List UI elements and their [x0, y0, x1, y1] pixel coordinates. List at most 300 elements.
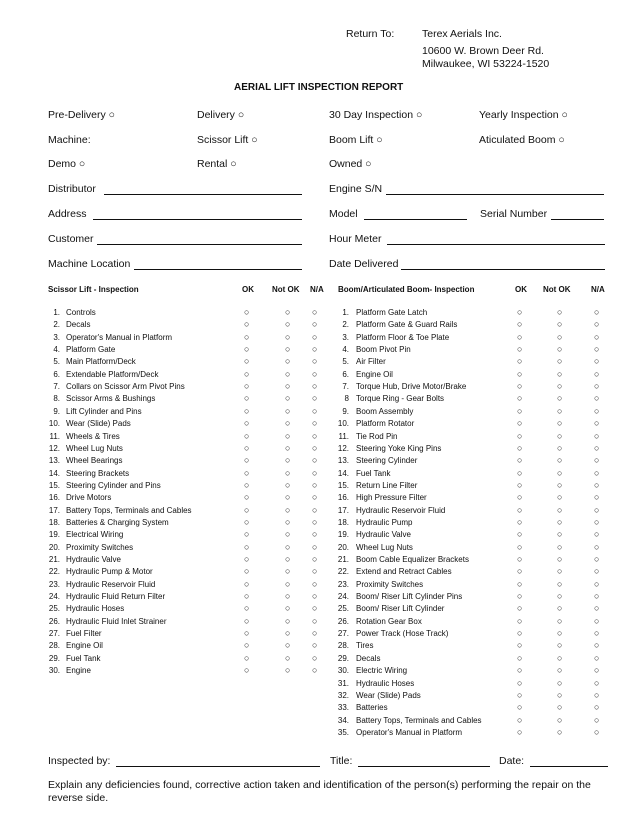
na-radio[interactable]: ○ [594, 603, 600, 614]
item-number: 5. [53, 357, 60, 367]
item-label: Steering Cylinder and Pins [66, 480, 161, 490]
boom-col-na: N/A [591, 285, 605, 294]
not-ok-radio[interactable]: ○ [557, 554, 563, 564]
ok-radio[interactable]: ○ [517, 467, 523, 478]
ok-radio[interactable]: ○ [244, 405, 250, 416]
ok-radio[interactable]: ○ [244, 467, 250, 478]
not-ok-radio[interactable]: ○ [285, 529, 291, 540]
na-radio[interactable]: ○ [594, 393, 600, 404]
not-ok-radio[interactable]: ○ [285, 356, 291, 367]
na-radio[interactable]: ○ [312, 591, 318, 602]
inspected-by-field[interactable] [116, 755, 320, 767]
na-radio[interactable]: ○ [312, 516, 318, 527]
not-ok-radio[interactable]: ○ [285, 628, 291, 639]
ok-radio[interactable]: ○ [517, 714, 523, 725]
item-number: 24. [337, 592, 349, 602]
ok-radio[interactable]: ○ [517, 689, 523, 700]
ok-radio[interactable]: ○ [517, 418, 523, 429]
na-radio[interactable]: ○ [594, 689, 600, 700]
item-number: 31. [337, 678, 349, 688]
not-ok-radio[interactable]: ○ [285, 665, 291, 676]
not-ok-radio[interactable]: ○ [557, 628, 563, 639]
ok-radio[interactable]: ○ [244, 566, 250, 577]
option-rental[interactable]: Rental ○ [197, 158, 237, 170]
not-ok-radio[interactable]: ○ [285, 516, 291, 527]
item-label: Boom Cable Equalizer Brackets [356, 555, 469, 564]
na-radio[interactable]: ○ [594, 381, 600, 392]
na-radio[interactable]: ○ [594, 541, 600, 552]
ok-radio[interactable]: ○ [517, 356, 523, 367]
na-radio[interactable]: ○ [594, 578, 600, 589]
na-radio[interactable]: ○ [594, 702, 600, 713]
na-radio[interactable]: ○ [594, 492, 600, 503]
item-label: Main Platform/Deck [66, 357, 136, 367]
na-radio[interactable]: ○ [594, 430, 600, 441]
na-radio[interactable]: ○ [312, 554, 318, 564]
ok-radio[interactable]: ○ [244, 591, 250, 602]
ok-radio[interactable]: ○ [244, 442, 250, 453]
ok-radio[interactable]: ○ [517, 615, 523, 626]
scissor-section-header: Scissor Lift - Inspection [48, 285, 139, 294]
ok-radio[interactable]: ○ [244, 331, 250, 342]
not-ok-radio[interactable]: ○ [285, 344, 291, 355]
na-radio[interactable]: ○ [594, 455, 600, 466]
ok-radio[interactable]: ○ [244, 516, 250, 527]
boom-col-ok: OK [515, 285, 527, 294]
ok-radio[interactable]: ○ [517, 578, 523, 589]
item-label: Lift Cylinder and Pins [66, 406, 142, 416]
engine-sn-field[interactable] [386, 183, 604, 195]
hour-meter-field[interactable] [387, 233, 605, 245]
ok-radio[interactable]: ○ [517, 430, 523, 441]
option-yearly[interactable]: Yearly Inspection ○ [479, 109, 568, 121]
na-radio[interactable]: ○ [312, 603, 318, 614]
item-label: Battery Tops, Terminals and Cables [66, 505, 192, 515]
ok-radio[interactable]: ○ [517, 479, 523, 490]
item-number: 9. [53, 406, 60, 416]
na-radio[interactable]: ○ [594, 714, 600, 725]
na-radio[interactable]: ○ [312, 307, 318, 317]
not-ok-radio[interactable]: ○ [285, 393, 291, 404]
item-number: 4. [342, 345, 349, 355]
item-number: 4. [53, 345, 60, 355]
item-label: Batteries [356, 703, 388, 713]
item-label: Proximity Switches [66, 542, 134, 552]
ok-radio[interactable]: ○ [244, 455, 250, 466]
not-ok-radio[interactable]: ○ [557, 578, 563, 589]
na-radio[interactable]: ○ [312, 368, 318, 379]
not-ok-radio[interactable]: ○ [285, 640, 291, 651]
item-label: Engine Oil [66, 641, 103, 651]
not-ok-radio[interactable]: ○ [285, 603, 291, 614]
not-ok-radio[interactable]: ○ [285, 467, 291, 478]
na-radio[interactable]: ○ [312, 356, 318, 367]
customer-field[interactable] [97, 233, 302, 245]
not-ok-radio[interactable]: ○ [285, 319, 291, 330]
item-label: Tires [356, 641, 374, 651]
item-label: Wear (Slide) Pads [356, 690, 421, 700]
distributor-label: Distributor [48, 183, 96, 195]
na-radio[interactable]: ○ [312, 319, 318, 330]
ok-radio[interactable]: ○ [517, 344, 523, 355]
item-number: 1. [342, 308, 349, 317]
na-radio[interactable]: ○ [312, 628, 318, 639]
not-ok-radio[interactable]: ○ [285, 430, 291, 441]
ok-radio[interactable]: ○ [517, 702, 523, 713]
ok-radio[interactable]: ○ [517, 652, 523, 663]
model-label: Model [329, 208, 358, 220]
not-ok-radio[interactable]: ○ [285, 479, 291, 490]
not-ok-radio[interactable]: ○ [285, 405, 291, 416]
na-radio[interactable]: ○ [312, 529, 318, 540]
item-label: Platform Gate & Guard Rails [356, 320, 458, 330]
na-radio[interactable]: ○ [594, 356, 600, 367]
ok-radio[interactable]: ○ [517, 319, 523, 330]
ok-radio[interactable]: ○ [244, 344, 250, 355]
not-ok-radio[interactable]: ○ [557, 615, 563, 626]
not-ok-radio[interactable]: ○ [557, 689, 563, 700]
ok-radio[interactable]: ○ [517, 603, 523, 614]
item-number: 13. [48, 456, 60, 466]
item-number: 18. [337, 517, 349, 527]
not-ok-radio[interactable]: ○ [285, 566, 291, 577]
item-label: Hydraulic Fluid Return Filter [66, 592, 166, 602]
ok-radio[interactable]: ○ [244, 356, 250, 367]
item-number: 20. [48, 542, 60, 552]
na-radio[interactable]: ○ [594, 652, 600, 663]
ok-radio[interactable]: ○ [517, 504, 523, 515]
item-number: 10. [337, 419, 349, 429]
na-radio[interactable]: ○ [594, 665, 600, 676]
item-label: Steering Cylinder [356, 456, 418, 466]
item-label: Hydraulic Hoses [66, 604, 125, 614]
ok-radio[interactable]: ○ [244, 652, 250, 663]
not-ok-radio[interactable]: ○ [557, 331, 563, 342]
serial-number-label: Serial Number [480, 208, 548, 220]
ok-radio[interactable]: ○ [244, 578, 250, 589]
na-radio[interactable]: ○ [594, 615, 600, 626]
not-ok-radio[interactable]: ○ [557, 640, 563, 651]
ok-radio[interactable]: ○ [244, 603, 250, 614]
item-label: Hydraulic Pump & Motor [66, 567, 153, 577]
item-number: 10. [48, 419, 60, 429]
not-ok-radio[interactable]: ○ [285, 504, 291, 515]
not-ok-radio[interactable]: ○ [285, 307, 291, 317]
ok-radio[interactable]: ○ [244, 665, 250, 676]
ok-radio[interactable]: ○ [517, 628, 523, 639]
not-ok-radio[interactable]: ○ [285, 455, 291, 466]
not-ok-radio[interactable]: ○ [557, 430, 563, 441]
ok-radio[interactable]: ○ [244, 319, 250, 330]
na-radio[interactable]: ○ [312, 479, 318, 490]
item-number: 25. [48, 604, 60, 614]
na-radio[interactable]: ○ [312, 405, 318, 416]
not-ok-radio[interactable]: ○ [285, 591, 291, 602]
ok-radio[interactable]: ○ [517, 393, 523, 404]
not-ok-radio[interactable]: ○ [557, 677, 563, 688]
not-ok-radio[interactable]: ○ [557, 714, 563, 725]
na-radio[interactable]: ○ [312, 492, 318, 503]
item-label: Fuel Filter [66, 629, 102, 639]
item-number: 16. [48, 493, 60, 503]
title-label: Title: [330, 755, 353, 767]
ok-radio[interactable]: ○ [517, 566, 523, 577]
option-30-day[interactable]: 30 Day Inspection ○ [329, 109, 423, 121]
ok-radio[interactable]: ○ [244, 368, 250, 379]
ok-radio[interactable]: ○ [517, 368, 523, 379]
not-ok-radio[interactable]: ○ [557, 591, 563, 602]
na-radio[interactable]: ○ [594, 504, 600, 515]
item-label: Electrical Wiring [66, 530, 124, 540]
na-radio[interactable]: ○ [594, 628, 600, 639]
serial-number-field[interactable] [551, 208, 604, 220]
item-label: Wheel Lug Nuts [356, 542, 413, 552]
na-radio[interactable]: ○ [312, 455, 318, 466]
item-number: 3. [342, 332, 349, 342]
boom-section-header: Boom/Articulated Boom- Inspection [338, 285, 475, 294]
option-demo[interactable]: Demo ○ [48, 158, 86, 170]
option-delivery[interactable]: Delivery ○ [197, 109, 245, 121]
na-radio[interactable]: ○ [594, 307, 600, 317]
item-number: 21. [48, 555, 60, 564]
item-number: 27. [337, 629, 349, 639]
item-label: Battery Tops, Terminals and Cables [356, 715, 482, 725]
item-number: 3. [53, 332, 60, 342]
ok-radio[interactable]: ○ [517, 554, 523, 564]
ok-radio[interactable]: ○ [517, 677, 523, 688]
ok-radio[interactable]: ○ [517, 726, 523, 737]
item-number: 20. [337, 542, 349, 552]
na-radio[interactable]: ○ [312, 504, 318, 515]
item-label: Hydraulic Fluid Inlet Strainer [66, 616, 167, 626]
not-ok-radio[interactable]: ○ [557, 516, 563, 527]
na-radio[interactable]: ○ [312, 430, 318, 441]
date-label: Date: [499, 755, 525, 767]
na-radio[interactable]: ○ [312, 331, 318, 342]
item-label: Wheels & Tires [66, 431, 120, 441]
ok-radio[interactable]: ○ [244, 381, 250, 392]
item-label: High Pressure Filter [356, 493, 427, 503]
option-boom-lift[interactable]: Boom Lift ○ [329, 134, 383, 146]
na-radio[interactable]: ○ [312, 344, 318, 355]
option-owned[interactable]: Owned ○ [329, 158, 372, 170]
not-ok-radio[interactable]: ○ [557, 467, 563, 478]
not-ok-radio[interactable]: ○ [285, 652, 291, 663]
na-radio[interactable]: ○ [594, 677, 600, 688]
ok-radio[interactable]: ○ [517, 331, 523, 342]
na-radio[interactable]: ○ [594, 467, 600, 478]
item-label: Air Filter [356, 357, 386, 367]
not-ok-radio[interactable]: ○ [557, 307, 563, 317]
model-field[interactable] [364, 208, 467, 220]
item-label: Boom/ Riser Lift Cylinder Pins [356, 592, 463, 602]
item-number: 30. [48, 666, 60, 676]
item-label: Wheel Lug Nuts [66, 443, 123, 453]
ok-radio[interactable]: ○ [244, 479, 250, 490]
na-radio[interactable]: ○ [312, 381, 318, 392]
not-ok-radio[interactable]: ○ [557, 368, 563, 379]
company-name: Terex Aerials Inc. [422, 28, 502, 40]
not-ok-radio[interactable]: ○ [557, 455, 563, 466]
na-radio[interactable]: ○ [594, 516, 600, 527]
item-label: Collars on Scissor Arm Pivot Pins [66, 382, 185, 392]
item-label: Hydraulic Reservoir Fluid [66, 579, 156, 589]
option-pre-delivery[interactable]: Pre-Delivery ○ [48, 109, 116, 121]
item-label: Operator's Manual in Platform [66, 332, 173, 342]
not-ok-radio[interactable]: ○ [557, 418, 563, 429]
ok-radio[interactable]: ○ [517, 307, 523, 317]
na-radio[interactable]: ○ [312, 652, 318, 663]
na-radio[interactable]: ○ [312, 665, 318, 676]
na-radio[interactable]: ○ [312, 566, 318, 577]
ok-radio[interactable]: ○ [244, 640, 250, 651]
ok-radio[interactable]: ○ [517, 591, 523, 602]
item-label: Extendable Platform/Deck [66, 369, 159, 379]
not-ok-radio[interactable]: ○ [557, 529, 563, 540]
na-radio[interactable]: ○ [594, 368, 600, 379]
item-label: Drive Motors [66, 493, 112, 503]
not-ok-radio[interactable]: ○ [557, 356, 563, 367]
na-radio[interactable]: ○ [312, 640, 318, 651]
ok-radio[interactable]: ○ [244, 541, 250, 552]
ok-radio[interactable]: ○ [244, 307, 250, 317]
not-ok-radio[interactable]: ○ [557, 442, 563, 453]
na-radio[interactable]: ○ [594, 479, 600, 490]
na-radio[interactable]: ○ [594, 640, 600, 651]
na-radio[interactable]: ○ [594, 442, 600, 453]
ok-radio[interactable]: ○ [244, 430, 250, 441]
not-ok-radio[interactable]: ○ [285, 418, 291, 429]
not-ok-radio[interactable]: ○ [557, 405, 563, 416]
ok-radio[interactable]: ○ [244, 554, 250, 564]
not-ok-radio[interactable]: ○ [557, 393, 563, 404]
item-label: Batteries & Charging System [66, 517, 169, 527]
item-number: 1. [53, 308, 60, 317]
not-ok-radio[interactable]: ○ [557, 504, 563, 515]
na-radio[interactable]: ○ [594, 566, 600, 577]
ok-radio[interactable]: ○ [244, 492, 250, 503]
not-ok-radio[interactable]: ○ [285, 541, 291, 552]
not-ok-radio[interactable]: ○ [285, 578, 291, 589]
not-ok-radio[interactable]: ○ [557, 726, 563, 737]
na-radio[interactable]: ○ [594, 554, 600, 564]
item-number: 23. [48, 579, 60, 589]
item-label: Scissor Arms & Bushings [66, 394, 156, 404]
na-radio[interactable]: ○ [594, 319, 600, 330]
option-scissor-lift[interactable]: Scissor Lift ○ [197, 134, 258, 146]
distributor-field[interactable] [104, 183, 302, 195]
na-radio[interactable]: ○ [312, 541, 318, 552]
na-radio[interactable]: ○ [594, 405, 600, 416]
item-label: Steering Brackets [66, 468, 130, 478]
address-field[interactable] [93, 208, 302, 220]
report-title: AERIAL LIFT INSPECTION REPORT [234, 82, 404, 93]
machine-location-field[interactable] [134, 258, 302, 270]
item-number: 9. [342, 406, 349, 416]
item-number: 26. [337, 616, 349, 626]
return-to-label: Return To: [346, 28, 395, 40]
ok-radio[interactable]: ○ [517, 640, 523, 651]
not-ok-radio[interactable]: ○ [285, 368, 291, 379]
ok-radio[interactable]: ○ [517, 455, 523, 466]
item-number: 7. [53, 382, 60, 392]
not-ok-radio[interactable]: ○ [557, 479, 563, 490]
item-number: 14. [48, 468, 60, 478]
not-ok-radio[interactable]: ○ [285, 554, 291, 564]
item-number: 24. [48, 592, 60, 602]
ok-radio[interactable]: ○ [517, 665, 523, 676]
ok-radio[interactable]: ○ [517, 381, 523, 392]
ok-radio[interactable]: ○ [244, 504, 250, 515]
item-number: 29. [337, 653, 349, 663]
not-ok-radio[interactable]: ○ [557, 492, 563, 503]
ok-radio[interactable]: ○ [517, 405, 523, 416]
item-label: Hydraulic Pump [356, 517, 413, 527]
not-ok-radio[interactable]: ○ [285, 492, 291, 503]
not-ok-radio[interactable]: ○ [557, 319, 563, 330]
not-ok-radio[interactable]: ○ [285, 615, 291, 626]
not-ok-radio[interactable]: ○ [285, 442, 291, 453]
na-radio[interactable]: ○ [312, 393, 318, 404]
not-ok-radio[interactable]: ○ [285, 381, 291, 392]
not-ok-radio[interactable]: ○ [557, 344, 563, 355]
not-ok-radio[interactable]: ○ [557, 665, 563, 676]
ok-radio[interactable]: ○ [244, 529, 250, 540]
na-radio[interactable]: ○ [594, 726, 600, 737]
option-articulated-boom[interactable]: Aticulated Boom ○ [479, 134, 565, 146]
item-number: 12. [337, 443, 349, 453]
na-radio[interactable]: ○ [594, 331, 600, 342]
ok-radio[interactable]: ○ [517, 541, 523, 552]
not-ok-radio[interactable]: ○ [557, 541, 563, 552]
na-radio[interactable]: ○ [312, 615, 318, 626]
ok-radio[interactable]: ○ [517, 529, 523, 540]
item-number: 29. [48, 653, 60, 663]
item-label: Decals [356, 653, 381, 663]
ok-radio[interactable]: ○ [244, 393, 250, 404]
na-radio[interactable]: ○ [312, 467, 318, 478]
not-ok-radio[interactable]: ○ [557, 603, 563, 614]
not-ok-radio[interactable]: ○ [285, 331, 291, 342]
ok-radio[interactable]: ○ [517, 516, 523, 527]
ok-radio[interactable]: ○ [244, 615, 250, 626]
date-field[interactable] [530, 755, 608, 767]
not-ok-radio[interactable]: ○ [557, 566, 563, 577]
na-radio[interactable]: ○ [312, 442, 318, 453]
na-radio[interactable]: ○ [594, 591, 600, 602]
na-radio[interactable]: ○ [312, 578, 318, 589]
item-number: 32. [337, 690, 349, 700]
item-number: 22. [337, 567, 349, 577]
ok-radio[interactable]: ○ [517, 492, 523, 503]
not-ok-radio[interactable]: ○ [557, 702, 563, 713]
na-radio[interactable]: ○ [312, 418, 318, 429]
title-field[interactable] [358, 755, 490, 767]
item-label: Electric Wiring [356, 666, 408, 676]
date-delivered-field[interactable] [401, 258, 605, 270]
ok-radio[interactable]: ○ [517, 442, 523, 453]
na-radio[interactable]: ○ [594, 529, 600, 540]
ok-radio[interactable]: ○ [244, 628, 250, 639]
not-ok-radio[interactable]: ○ [557, 381, 563, 392]
na-radio[interactable]: ○ [594, 344, 600, 355]
item-number: 14. [337, 468, 349, 478]
ok-radio[interactable]: ○ [244, 418, 250, 429]
na-radio[interactable]: ○ [594, 418, 600, 429]
not-ok-radio[interactable]: ○ [557, 652, 563, 663]
item-label: Power Track (Hose Track) [356, 629, 449, 639]
item-number: 25. [337, 604, 349, 614]
